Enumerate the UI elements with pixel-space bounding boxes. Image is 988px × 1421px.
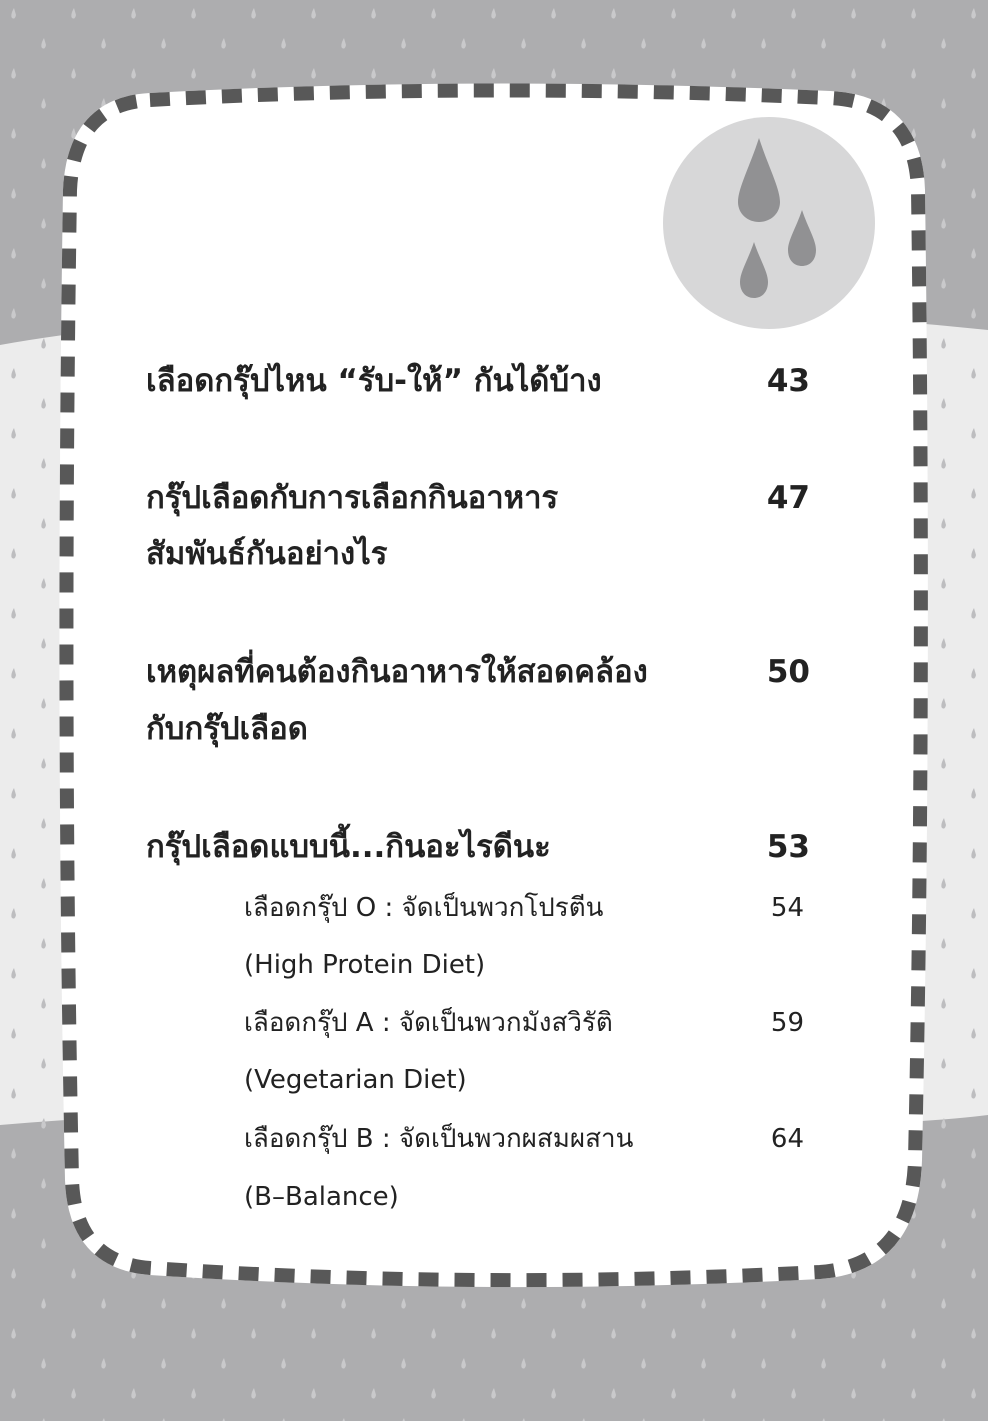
- toc-entry-title-continued: สัมพันธ์กันอย่างไร: [146, 536, 388, 572]
- toc-entry-title: กรุ๊ปเลือดกับการเลือกกินอาหาร: [146, 480, 559, 516]
- toc-entry-title-continued: กับกรุ๊ปเลือด: [146, 711, 308, 747]
- toc-entry-title: เหตุผลที่คนต้องกินอาหารให้สอดคล้อง: [146, 654, 648, 690]
- toc-entry-page: 53: [766, 829, 810, 865]
- toc-sub-entry-page: 59: [770, 1008, 804, 1038]
- toc-entry-title: กรุ๊ปเลือดแบบนี้...กินอะไรดีนะ: [146, 829, 551, 865]
- toc-sub-entry-subtitle: (High Protein Diet): [244, 950, 486, 980]
- toc-sub-entry-title: เลือดกรุ๊ป B : จัดเป็นพวกผสมผสาน: [244, 1124, 634, 1154]
- toc-sub-entry-subtitle: (B–Balance): [244, 1182, 399, 1212]
- toc-entry-page: 50: [766, 654, 810, 690]
- toc-entry-title: เลือดกรุ๊ปไหน “รับ-ให้” กันได้บ้าง: [146, 363, 602, 399]
- toc-sub-entry-page: 54: [770, 893, 804, 923]
- toc-sub-entry-page: 64: [770, 1124, 804, 1154]
- toc-sub-entry-title: เลือดกรุ๊ป O : จัดเป็นพวกโปรตีน: [244, 893, 604, 923]
- toc-sub-entry-title: เลือดกรุ๊ป A : จัดเป็นพวกมังสวิรัติ: [244, 1008, 613, 1038]
- toc-sub-entry-subtitle: (Vegetarian Diet): [244, 1065, 467, 1095]
- toc-entry-page: 47: [766, 480, 810, 516]
- toc-entry-page: 43: [766, 363, 810, 399]
